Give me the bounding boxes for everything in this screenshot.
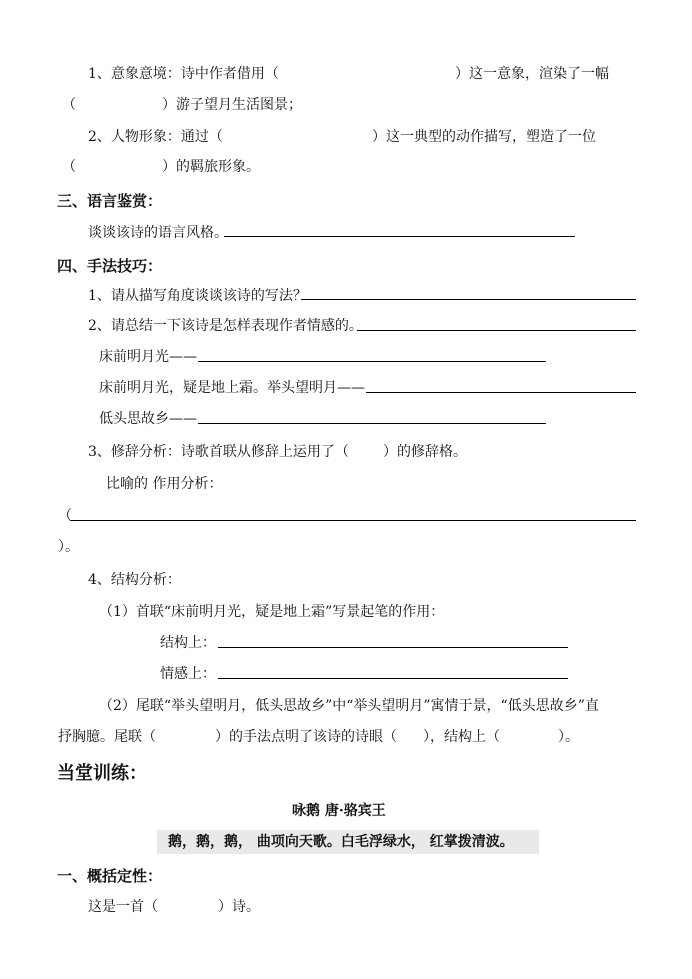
item2-line1-right: ）这一典型的动作描写，塑造了一位 — [372, 129, 596, 145]
s4-line-b: 床前明月光，疑是地上霜。举头望明月—— — [99, 380, 365, 396]
s4-structure: 结构上： — [160, 635, 216, 651]
s4-q2: 2、请总结一下该诗是怎样表现作者情感的。 — [88, 318, 363, 334]
item2-line1-left: 2、人物形象：通过（ — [88, 129, 223, 145]
item1-line1-right: ）这一意象，渲染了一幅 — [455, 66, 609, 82]
s4-line-a-answer[interactable] — [198, 361, 546, 362]
s4-simile: 比喻的 作用分析： — [106, 476, 223, 492]
section3-answer-line[interactable] — [224, 236, 575, 237]
item2-line2-right: ）的羁旅形象。 — [162, 159, 260, 175]
practice-heading: 当堂训练： — [57, 763, 147, 784]
practice-section1: 一、概括定性： — [57, 867, 163, 885]
s4-q4-1: （1）首联“床前明月光，疑是地上霜”写景起笔的作用： — [99, 604, 445, 620]
s4-emotion-answer[interactable] — [218, 678, 568, 679]
s4-structure-answer[interactable] — [218, 647, 568, 648]
poem-title: 咏鹅 唐·骆宾王 — [292, 803, 386, 819]
s4-q4-2-line1: （2）尾联“举头望明月，低头思故乡”中“举头望明月”寓情于景，“低头思故乡”直 — [99, 698, 599, 714]
s4-q3-left: 3、修辞分析：诗歌首联从修辞上运用了（ — [88, 444, 349, 460]
s4-close-paren: ）。 — [58, 539, 79, 555]
s4-q1: 1、请从描写角度谈谈该诗的写法？ — [88, 288, 307, 304]
section3-prompt: 谈谈该诗的语言风格。 — [88, 225, 228, 241]
item1-line2-right: ）游子望月生活图景； — [162, 97, 302, 113]
practice-q-right: ）诗。 — [218, 899, 260, 915]
item2-line2-left: （ — [62, 159, 76, 175]
s4-q4-2-line2-b: ）的手法点明了该诗的诗眼（ — [215, 729, 397, 745]
s4-line-b-answer[interactable] — [366, 392, 636, 393]
s4-open-paren: （ — [58, 508, 72, 524]
s4-line-c: 低头思故乡—— — [99, 411, 197, 427]
s4-q4: 4、结构分析： — [88, 572, 181, 588]
s4-line-a: 床前明月光—— — [99, 349, 197, 365]
item1-line2-left: （ — [62, 97, 76, 113]
s4-q4-2-line2-c: ），结构上（ — [423, 729, 500, 745]
s4-q1-answer-line[interactable] — [301, 299, 636, 300]
section3-title: 三、语言鉴赏： — [57, 192, 163, 210]
s4-q3-right: ）的修辞格。 — [383, 444, 467, 460]
s4-q2-answer-line[interactable] — [357, 330, 636, 331]
section4-title: 四、手法技巧： — [57, 257, 163, 275]
s4-q4-2-line2-d: ）。 — [558, 729, 579, 745]
practice-q-left: 这是一首（ — [88, 899, 158, 915]
poem-text: 鹅，鹅，鹅， 曲项向天歌。白毛浮绿水， 红掌拨清波。 — [168, 834, 514, 850]
s4-line-c-answer[interactable] — [198, 423, 546, 424]
s4-q4-2-line2-a: 抒胸臆。尾联（ — [58, 729, 156, 745]
s4-simile-answer-line[interactable] — [70, 520, 636, 521]
item1-line1-left: 1、意象意境：诗中作者借用（ — [88, 66, 279, 82]
s4-emotion: 情感上： — [160, 666, 216, 682]
